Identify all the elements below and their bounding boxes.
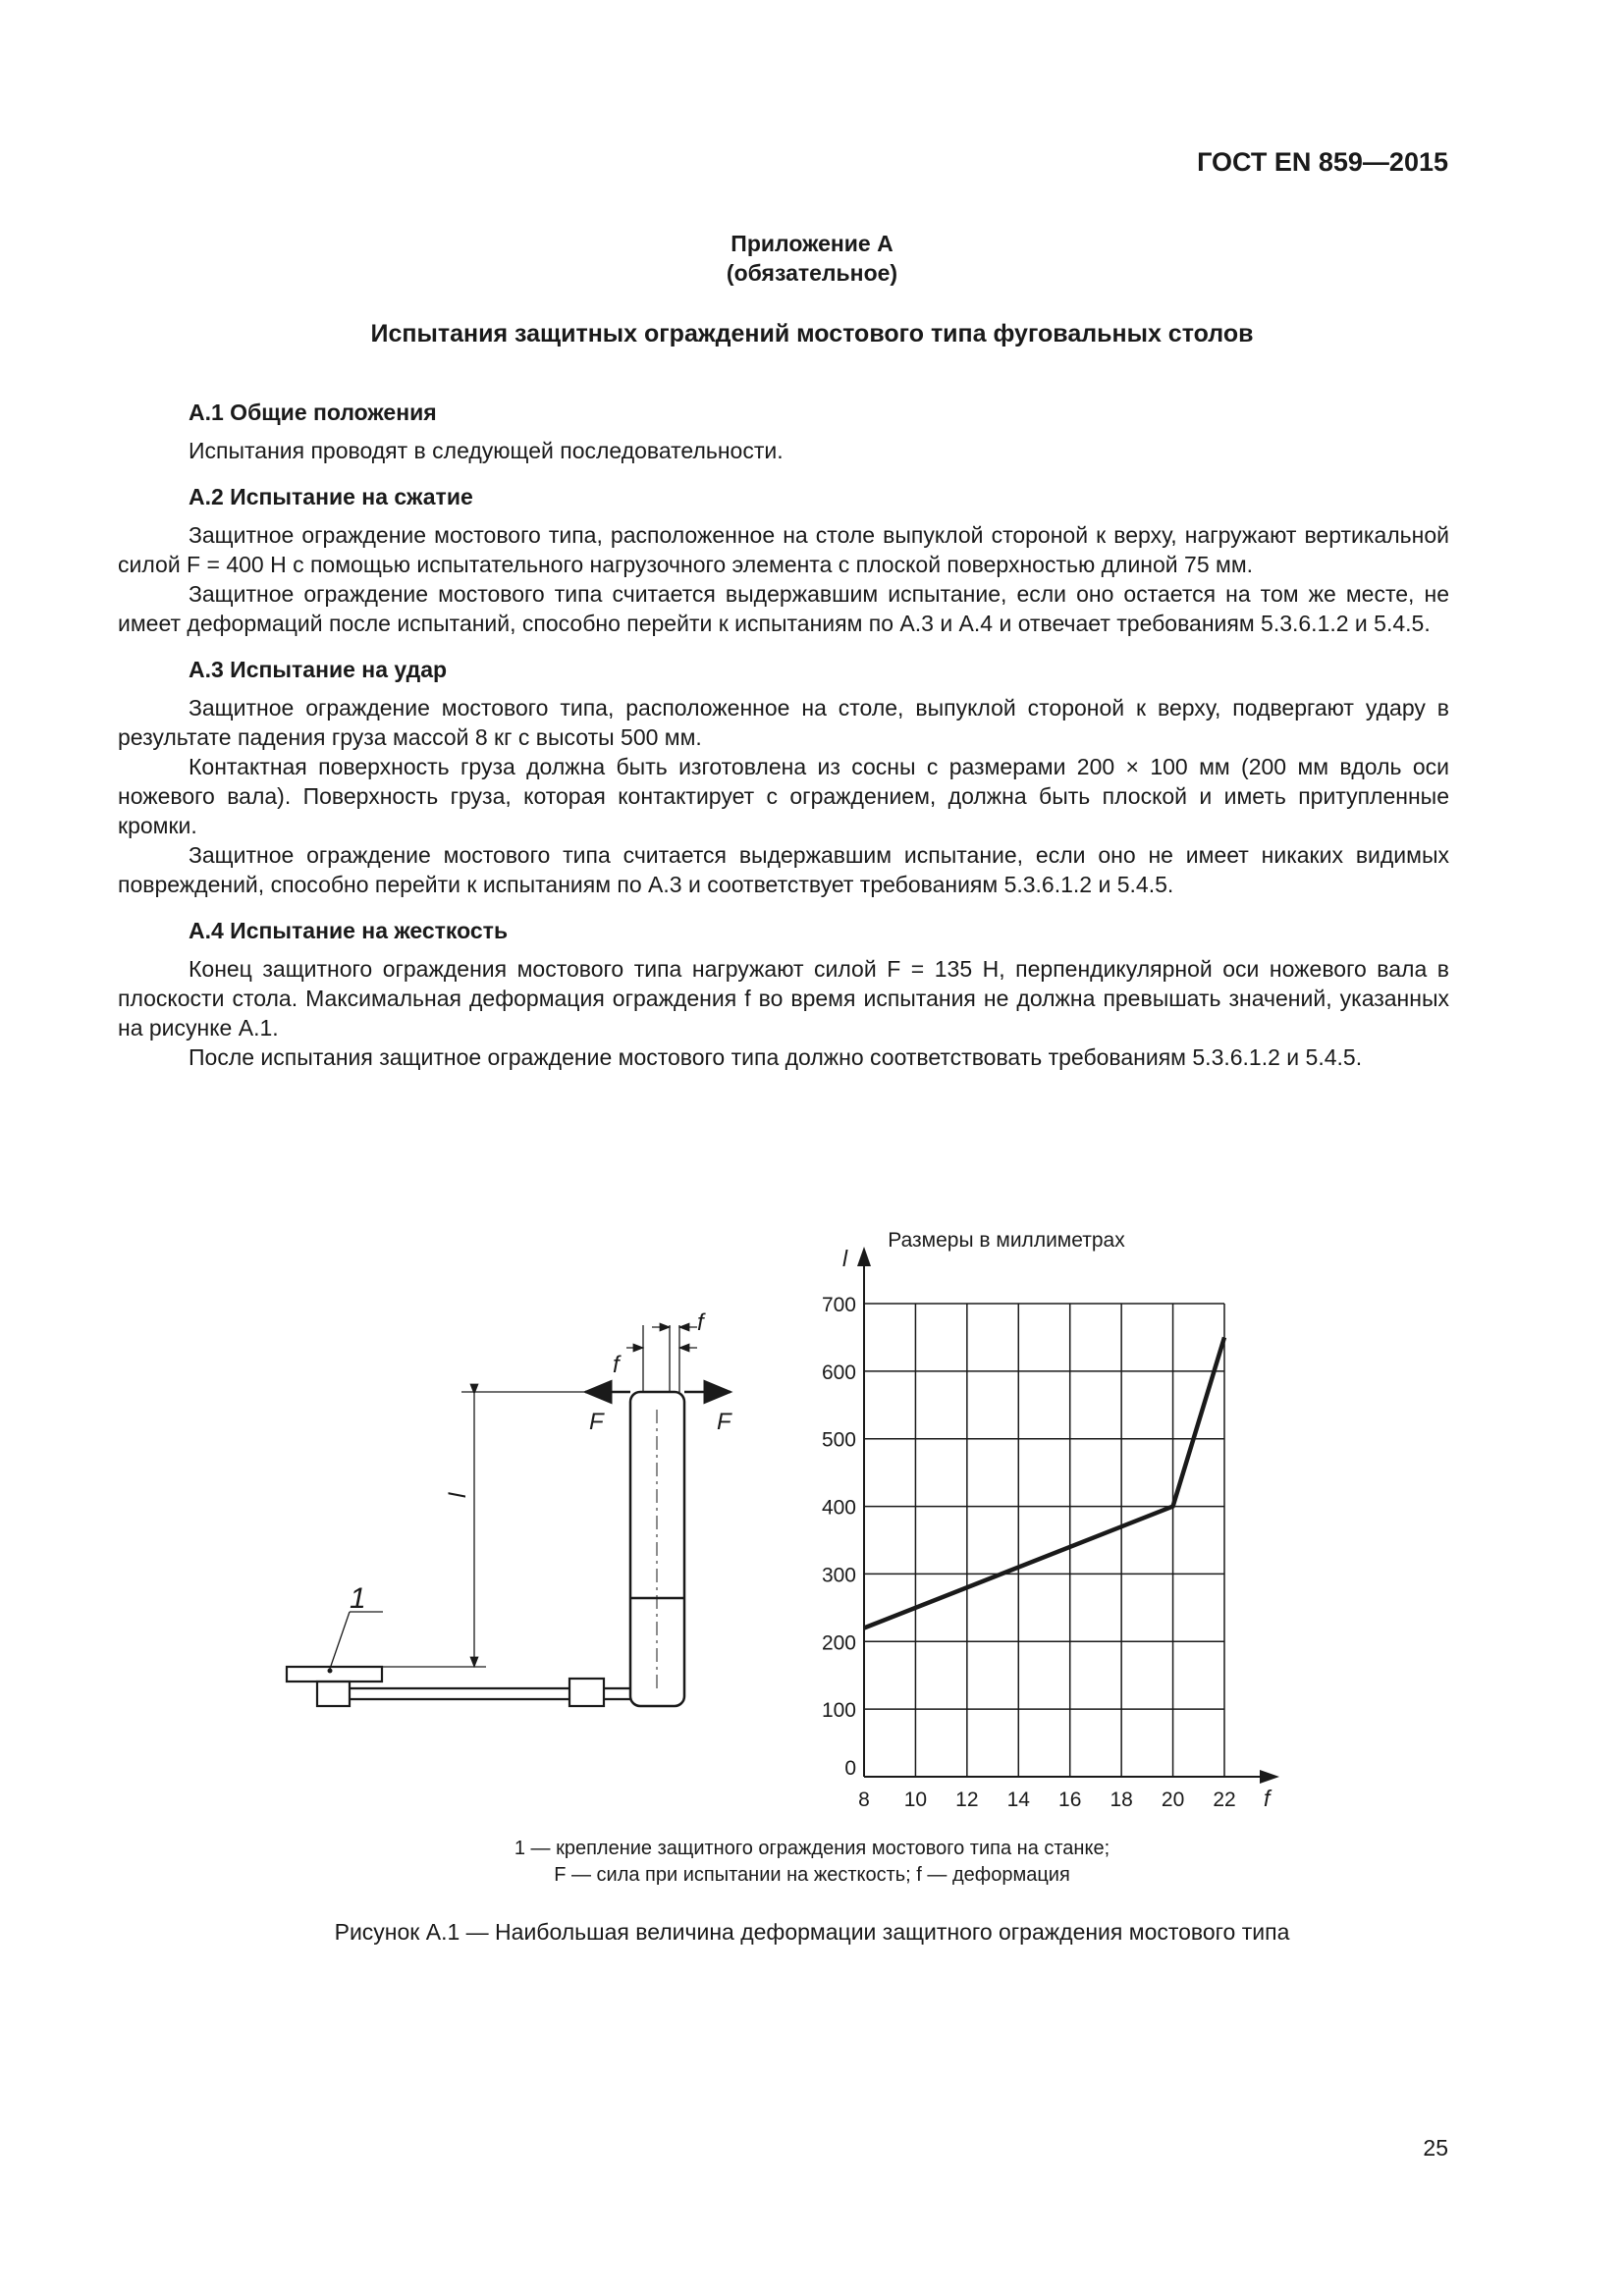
y-tick-label: 0 [844, 1757, 856, 1780]
label-f-right: f [697, 1309, 704, 1336]
paragraph: Защитное ограждение мостового типа, расположенное на столе выпуклой стороной к верху, нагружают вертикальной силой F = 400 Н с помощью испытательного нагрузочного элемента с плоской поверхностью длиной 75 мм. [118, 522, 1449, 577]
label-f-left: f [613, 1352, 620, 1378]
y-axis-label: l [842, 1246, 848, 1271]
legend-line-1: 1 — крепление защитного ограждения мостового типа на станке; [514, 1838, 1110, 1859]
x-tick-label: 22 [1213, 1789, 1236, 1811]
paragraph: Защитное ограждение мостового типа считается выдержавшим испытание, если оно остается на том же месте, не имеет деформаций после испытаний, способно перейти к испытаниям по А.3 и А.4 и отвечает требованиям 5.3.6.1.2 и 5.4.5. [118, 581, 1449, 636]
main-title: Испытания защитных ограждений мостового типа фуговальных столов [370, 320, 1254, 347]
document-code: ГОСТ EN 859—2015 [1197, 147, 1448, 177]
y-tick-label: 600 [821, 1361, 856, 1384]
section-heading: А.2 Испытание на сжатие [189, 484, 473, 509]
x-tick-label: 14 [1006, 1789, 1030, 1811]
y-tick-label: 500 [821, 1428, 856, 1452]
section-heading: А.1 Общие положения [189, 400, 437, 425]
paragraph: Испытания проводят в следующей последовательности. [189, 438, 784, 463]
section-a2 [118, 482, 1449, 638]
appendix-status: (обязательное) [726, 260, 898, 286]
label-F-right: F [717, 1409, 731, 1435]
x-tick-label: 16 [1058, 1789, 1082, 1811]
section-a1 [118, 398, 1449, 465]
figure-svg [275, 1217, 1306, 1885]
figure-caption: Рисунок А.1 — Наибольшая величина деформации защитного ограждения мостового типа [334, 1919, 1290, 1945]
paragraph: Контактная поверхность груза должна быть изготовлена из сосны с размерами 200 × 100 мм (200 мм вдоль оси ножевого вала). Поверхность груза, которая контактирует с ограждением, должна быть плоской и иметь притупленные кромки. [118, 754, 1449, 838]
paragraph: Защитное ограждение мостового типа, расположенное на столе, выпуклой стороной к верху, подвергают удару в результате падения груза массой 8 кг с высоты 500 мм. [118, 695, 1449, 750]
y-tick-label: 300 [821, 1564, 856, 1587]
figure-legend [0, 1836, 1624, 1889]
appendix-title-block [0, 229, 1624, 288]
units-note: Размеры в миллиметрах [888, 1229, 1125, 1252]
x-tick-label: 18 [1110, 1789, 1133, 1811]
x-tick-label: 10 [903, 1789, 928, 1811]
label-F-left: F [589, 1409, 604, 1435]
y-tick-label: 100 [821, 1699, 856, 1723]
mounting-plate [287, 1667, 382, 1682]
body-text [118, 398, 1449, 1080]
appendix-title: Приложение А [731, 231, 893, 256]
section-a4 [118, 916, 1449, 1072]
coupling-block [569, 1679, 604, 1706]
deformation-chart [822, 1246, 1279, 1811]
x-tick-label: 8 [858, 1789, 870, 1811]
paragraph: Конец защитного ограждения мостового типа нагружают силой F = 135 Н, перпендикулярной оси ножевого вала в плоскости стола. Максимальная деформация ограждения f во время испытания не должна превышать значений, указанных на рисунке А.1. [118, 956, 1449, 1041]
paragraph: Защитное ограждение мостового типа считается выдержавшим испытание, если оно не имеет никаких видимых повреждений, способно перейти к испытаниям по А.3 и соответствует требованиям 5.3.6.1.2 и 5.4.5. [118, 842, 1449, 897]
figure-a1 [275, 1217, 1306, 1885]
x-tick-label: 12 [955, 1789, 979, 1811]
x-axis-label: f [1264, 1786, 1271, 1811]
y-axis-arrow [857, 1247, 871, 1266]
x-axis-arrow [1260, 1770, 1279, 1784]
section-a3 [118, 655, 1449, 899]
y-tick-label: 400 [821, 1496, 856, 1520]
section-heading: А.3 Испытание на удар [189, 657, 448, 682]
page-number: 25 [1423, 2135, 1448, 2161]
label-item-1: 1 [350, 1582, 366, 1615]
label-l: l [445, 1492, 471, 1498]
series-line [864, 1337, 1224, 1628]
y-tick-label: 200 [821, 1631, 856, 1655]
guard-diagram [287, 1325, 731, 1706]
diagram-labels [350, 1309, 732, 1615]
x-tick-label: 20 [1161, 1789, 1185, 1811]
section-heading: А.4 Испытание на жесткость [189, 918, 509, 943]
y-tick-label: 700 [821, 1294, 856, 1316]
paragraph: После испытания защитное ограждение мостового типа должно соответствовать требованиям 5.3.6.1.2 и 5.4.5. [189, 1044, 1363, 1070]
legend-line-2: F — сила при испытании на жесткость; f — деформация [554, 1864, 1070, 1886]
mounting-block [317, 1682, 350, 1706]
